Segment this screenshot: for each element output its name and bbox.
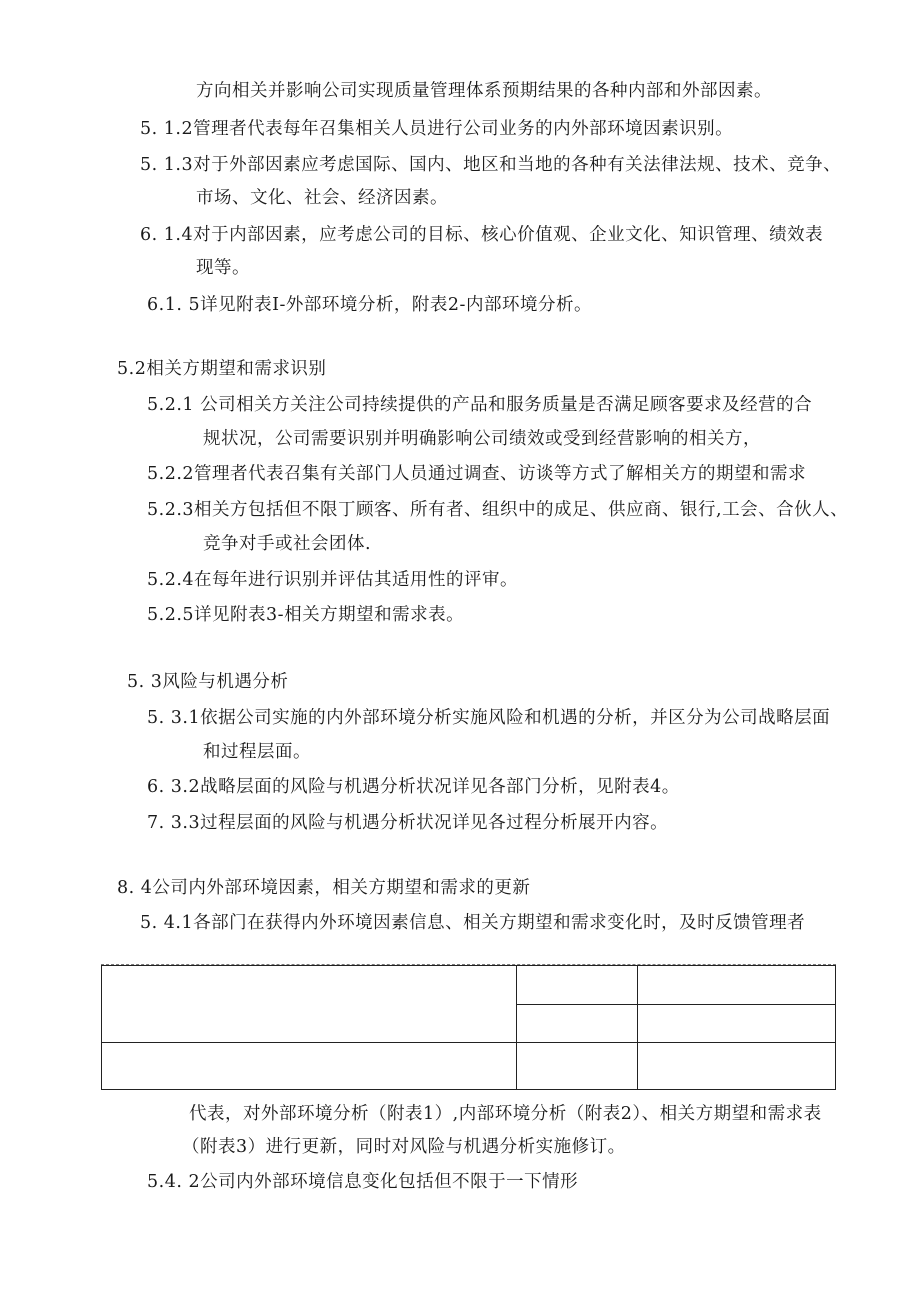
table-hline [102, 1042, 835, 1043]
text-line: 现等。 [196, 258, 250, 278]
text-line: 市场、文化、社会、经济因素。 [196, 188, 448, 208]
text-line: 5. 1.3对于外部因素应考虑国际、国内、地区和当地的各种有关法律法规、技术、竞争、 [140, 155, 842, 175]
text-line: 5.2.3相关方包括但不限丁顾客、所有者、组织中的成足、供应商、银行,工会、合伙人、 [147, 500, 849, 520]
text-line: 代表，对外部环境分析（附表1）,内部环境分析（附表2）、相关方期望和需求表 [189, 1104, 822, 1124]
empty-table-frame [101, 965, 836, 1090]
text-line: 6. 1.4对于内部因素，应考虑公司的目标、核心价值观、企业文化、知识管理、绩效表 [140, 225, 824, 245]
text-line: 5. 1.2管理者代表每年召集相关人员进行公司业务的内外部环境因素识别。 [140, 119, 734, 139]
text-line: 方向相关并影响公司实现质量管理体系预期结果的各种内部和外部因素。 [196, 81, 772, 101]
text-line: 6. 3.2战略层面的风险与机遇分析状况详见各部门分析，见附表4。 [147, 777, 680, 797]
table-vline [637, 966, 638, 1089]
text-line: 5.2.4在每年进行识别并评估其适用性的评审。 [147, 570, 519, 590]
section-heading: 8. 4公司内外部环境因素，相关方期望和需求的更新 [117, 878, 531, 898]
text-line: 5.4. 2公司内外部环境信息变化包括但不限于一下情形 [147, 1172, 579, 1192]
text-line: 5.2.2管理者代表召集有关部门人员通过调查、访谈等方式了解相关方的期望和需求 [147, 464, 807, 484]
table-hline [516, 1004, 835, 1005]
section-heading: 5.2相关方期望和需求识别 [117, 359, 327, 379]
text-line: 7. 3.3过程层面的风险与机遇分析状况详见各过程分析展开内容。 [147, 813, 669, 833]
text-line: （附表3）进行更新，同时对风险与机遇分析实施修订。 [182, 1137, 626, 1157]
text-line: 5. 3.1依据公司实施的内外部环境分析实施风险和机遇的分析，并区分为公司战略层面 [147, 708, 831, 728]
text-line: 和过程层面。 [203, 742, 311, 762]
text-line: 6.1. 5详见附表I-外部环境分析，附表2-内部环境分析。 [147, 295, 592, 315]
table-top-dash [101, 964, 836, 965]
section-heading: 5. 3风险与机遇分析 [127, 672, 289, 692]
text-line: 规状况，公司需要识别并明确影响公司绩效或受到经营影响的相关方， [203, 429, 761, 449]
table-vline [516, 966, 517, 1089]
text-line: 5.2.1 公司相关方关注公司持续提供的产品和服务质量是否满足顾客要求及经营的合 [147, 395, 813, 415]
text-line: 5. 4.1各部门在获得内外环境因素信息、相关方期望和需求变化时，及时反馈管理者 [140, 913, 806, 933]
text-line: 5.2.5详见附表3-相关方期望和需求表。 [147, 605, 465, 625]
text-line: 竞争对手或社会团体. [203, 534, 372, 554]
